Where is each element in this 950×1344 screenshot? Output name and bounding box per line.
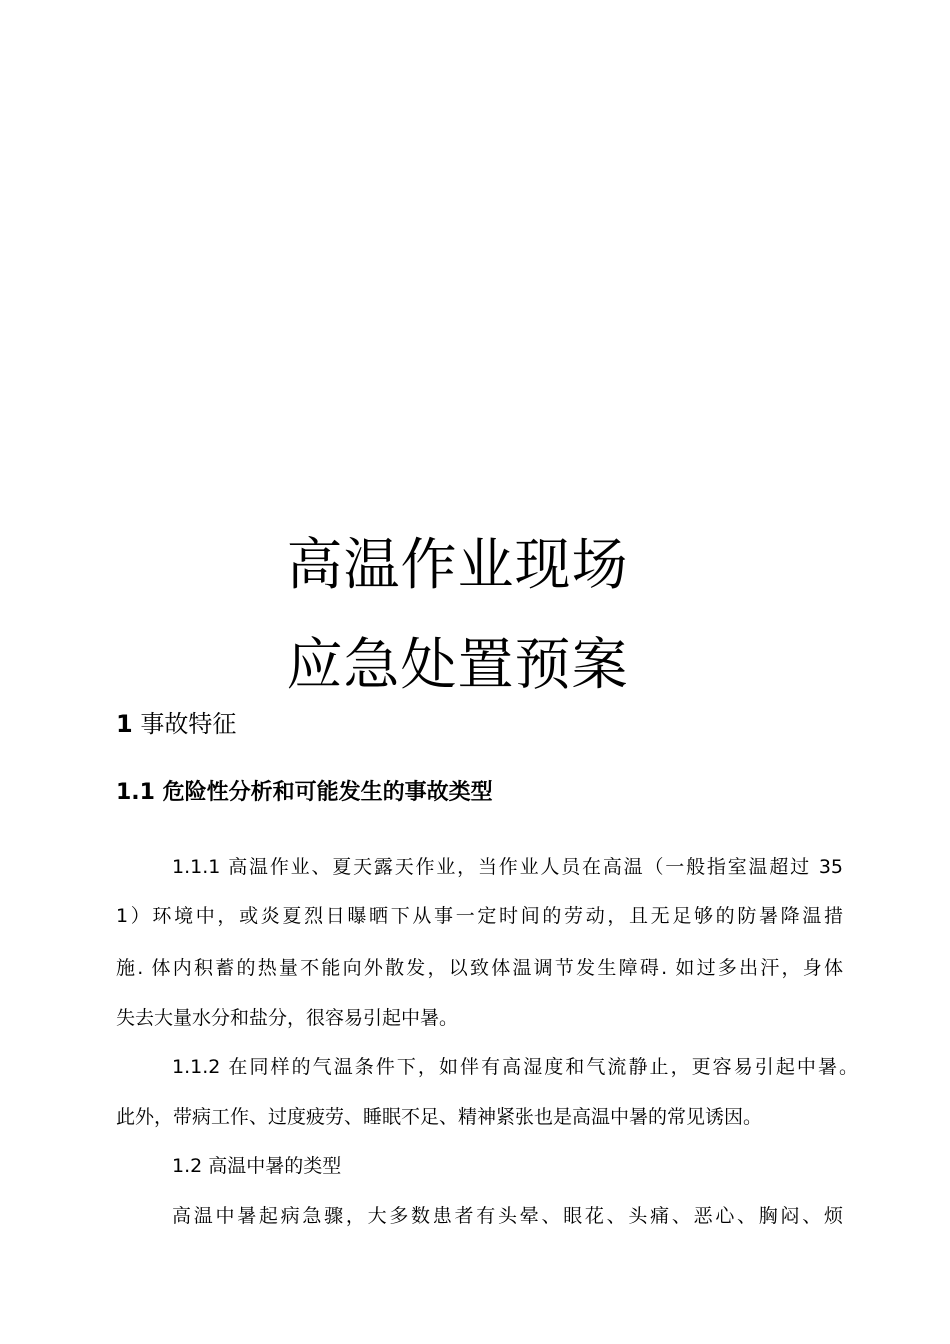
section-1-number: 1 xyxy=(116,710,133,738)
para-1-1-1-line-4: 失去大量水分和盐分，很容易引起中暑。 xyxy=(116,1007,459,1029)
section-1-1-heading: 1.1 危险性分析和可能发生的事故类型 xyxy=(116,780,493,805)
para-1-1-2-line-1: 1.1.2 在同样的气温条件下，如伴有高湿度和气流静止，更容易引起中暑。 xyxy=(172,1056,858,1078)
section-1-heading xyxy=(116,706,236,742)
para-1-1-2-line-2: 此外，带病工作、过度疲劳、睡眠不足、精神紧张也是高温中暑的常见诱因。 xyxy=(116,1106,763,1128)
section-1-2-heading: 1.2 高温中暑的类型 xyxy=(172,1155,342,1177)
document-title-line-1: 高温作业现场 xyxy=(286,533,629,598)
para-1-1-1-line-3: 施. 体内积蓄的热量不能向外散发，以致体温调节发生障碍. 如过多出汗，身体 xyxy=(116,957,843,979)
para-1-1-1-line-2: 1）环境中，或炎夏烈日曝晒下从事一定时间的劳动，且无足够的防暑降温措 xyxy=(116,905,843,927)
section-1-title: 事故特征 xyxy=(140,710,237,738)
document-title-line-2: 应急处置预案 xyxy=(286,633,629,698)
para-1-2-line-1: 高温中暑起病急骤，大多数患者有头晕、眼花、头痛、恶心、胸闷、烦 xyxy=(172,1205,843,1227)
para-1-1-1-line-1: 1.1.1 高温作业、夏天露天作业，当作业人员在高温（一般指室温超过 35 xyxy=(172,856,843,878)
